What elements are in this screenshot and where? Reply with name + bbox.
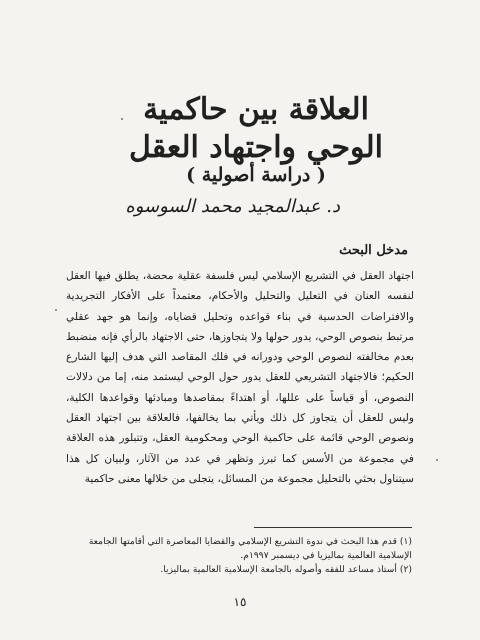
scan-speck [436, 459, 438, 461]
body-paragraph: اجتهاد العقل في التشريع الإسلامي ليس فلسفة عقلية محضة، يطلق فيها العقل لنفسه العنان في التعليل والتحليل والأحكام، معتمداً على الأفكار التجريدية والافتراضات الحدسية في بناء قواعده وتحليل قضاياه، وإنما هو جهد عقلي مرتبط بنصوص الوحي، يدور حولها ولا يتجاوزها، حتى الاجتهاد بالرأي فإنه منضبط بعدم مخالفته لنصوص الوحي ودورانه في فلك المقاصد التي هدف إليها الشارع الحكيم؛ فالاجتهاد التشريعي للعقل يدور حول الوحي ليستمد منه، إما من دلالات النصوص، أو قياساً على عللها، أو اهتداءً بمقاصدها ومبادئها وقواعدها الكلية، وليس للعقل أن يتجاوز كل ذلك ويأتي بما يخالفها، فالعلاقة بين اجتهاد العقل ونصوص الوحي قائمة على حاكمية الوحي ومحكومية العقل، وتتبلور هذه العلاقة في مجموعة من الأسس كما تبرز وتظهر في عدد من الآثار، ولبيان كل هذا سيتناول بحثي بالتحليل مجموعة من المسائل، يتجلى من خلالها معنى حاكمية [66, 270, 414, 485]
author-name: د. عبدالمجيد محمد السوسوه [125, 196, 340, 217]
article-subtitle: ( دراسة أصولية ) [186, 164, 326, 186]
page-number: ١٥ [233, 595, 247, 609]
article-title-line-2: الوحي واجتهاد العقل [128, 130, 383, 165]
footnote-divider [254, 527, 412, 528]
section-heading: مدخل البحث [339, 243, 408, 258]
article-title-line-1: العلاقة بين حاكمية [143, 92, 369, 127]
scan-speck [121, 118, 123, 120]
footnote-1: (١) قدم هذا البحث في ندوة التشريع الإسلامي والقضايا المعاصرة التي أقامتها الجامعة الإسلامية العالمية بماليزيا في ديسمبر ١٩٩٧م. [88, 536, 412, 561]
scan-speck [55, 309, 57, 311]
footnote-2: (٢) أستاذ مساعد للفقه وأصوله بالجامعة الإسلامية العالمية بماليزيا. [160, 564, 412, 575]
